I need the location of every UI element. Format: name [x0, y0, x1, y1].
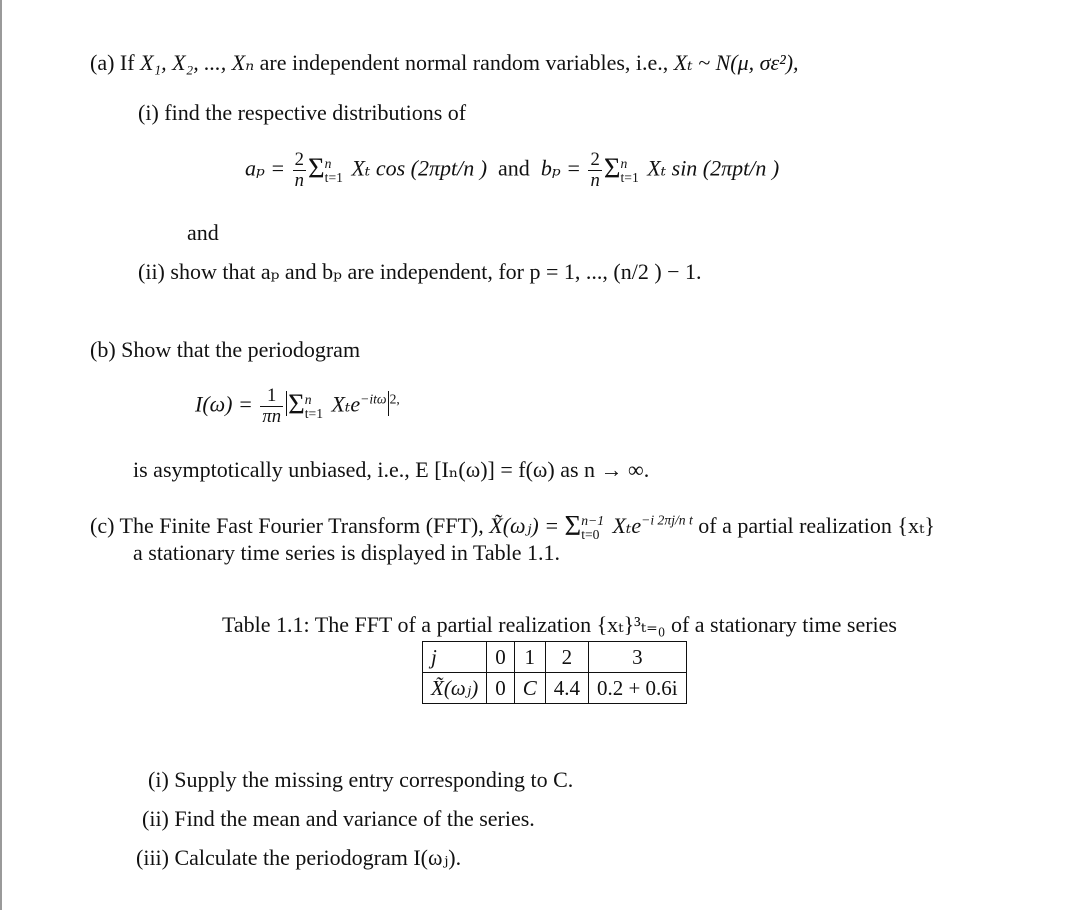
sigma-icon: Σ [288, 389, 305, 421]
periodogram-sum-upper: n [304, 391, 312, 407]
periodogram-fraction [260, 386, 283, 427]
part-b-conclusion: is asymptotically unbiased, i.e., E [Iₙ(ω)] = f(ω) as n → ∞. [133, 457, 650, 482]
question-ii: (ii) Find the mean and variance of the series. [142, 806, 535, 831]
formula-b-lhs: bₚ = [540, 155, 581, 181]
part-b-text: Show that the periodogram [121, 337, 361, 362]
fft-table [422, 641, 687, 704]
table-row-label-j: j [423, 642, 487, 673]
table-row [423, 642, 687, 673]
part-b-heading [90, 337, 360, 363]
formula-a-sum-upper: n [324, 155, 332, 171]
fft-lhs: X̃(ωⱼ) = [489, 513, 560, 538]
formula-b-fraction [588, 150, 601, 191]
part-a-i-label: (i) [138, 100, 159, 125]
periodogram-frac-num: 1 [267, 385, 277, 406]
table-cell-j0: 0 [487, 642, 515, 673]
formula-a-frac-den: n [294, 169, 304, 191]
part-a-vars: X₁, X₂, ..., Xₙ [140, 50, 255, 75]
part-c-line2: a stationary time series is displayed in Table 1.1. [133, 540, 560, 565]
part-b-formula [195, 386, 400, 427]
part-a-intro-rest: are independent normal random variables, i.e., [259, 50, 669, 75]
part-a-ii [138, 259, 702, 285]
table-row [423, 673, 687, 704]
table-cell-j1: 1 [514, 642, 545, 673]
fft-sum-upper: n−1 [581, 513, 605, 529]
fft-limits [581, 514, 604, 541]
part-a-intro: If [119, 50, 135, 75]
formula-b-limits [620, 157, 638, 184]
formula-a-lhs: aₚ = [245, 155, 286, 181]
part-a-and: and [187, 220, 219, 245]
formula-b-frac-num: 2 [590, 149, 600, 170]
question-i: (i) Supply the missing entry corresponding to C. [148, 767, 574, 792]
sigma-icon: Σ [564, 511, 582, 542]
table-cell-j2: 2 [545, 642, 588, 673]
part-a-ii-text: show that aₚ and bₚ are independent, for p = 1, ..., (n/2 ) − 1. [170, 259, 702, 284]
part-a-i-text: find the respective distributions of [164, 100, 467, 125]
part-c-text-start: The Finite Fast Fourier Transform (FFT), [119, 513, 484, 538]
fft-body: Xₜe [612, 513, 642, 538]
table-caption: Table 1.1: The FFT of a partial realization {xₜ}³ₜ₌₀ of a stationary time series [222, 612, 897, 637]
table-row-label-x: X̃(ωⱼ) [423, 673, 487, 704]
abs-bar-right [388, 391, 389, 415]
part-b-label: (b) [90, 337, 116, 362]
sigma-icon: Σ [603, 153, 621, 185]
periodogram-body: Xₜe [331, 391, 361, 417]
part-a-ii-label: (ii) [138, 259, 165, 284]
abs-bar-left [286, 391, 287, 415]
table-cell-j3: 3 [588, 642, 686, 673]
formula-a-limits [325, 157, 343, 184]
formula-and: and [498, 155, 530, 181]
part-c-text-end: of a partial realization {xₜ} [698, 513, 935, 538]
formula-b-sum-lower: t=1 [620, 169, 639, 185]
fft-sum-lower: t=0 [581, 526, 600, 542]
periodogram-tail: 2, [389, 391, 400, 407]
sigma-icon: Σ [308, 153, 325, 185]
formula-b-frac-den: n [590, 169, 600, 191]
table-cell-x1: C [514, 673, 545, 704]
part-c-label: (c) [90, 513, 115, 538]
periodogram-sum-lower: t=1 [304, 405, 324, 421]
formula-b-sum-upper: n [620, 155, 628, 171]
periodogram-frac-den: πn [262, 405, 282, 427]
periodogram-limits [305, 393, 323, 420]
part-a-i [138, 100, 466, 126]
part-a-label: (a) [90, 50, 115, 75]
table-cell-x0: 0 [487, 673, 515, 704]
question-iii: (iii) Calculate the periodogram I(ωⱼ). [136, 845, 462, 870]
periodogram-exponent: −itω [360, 391, 387, 407]
formula-a-rhs: Xₜ cos (2πpt/n ) [351, 155, 488, 181]
formula-a-fraction [293, 150, 306, 191]
table-cell-x3: 0.2 + 0.6i [588, 673, 686, 704]
part-a-heading [90, 50, 799, 76]
table-cell-x2: 4.4 [545, 673, 588, 704]
left-edge-divider [0, 0, 2, 910]
part-a-formula [245, 150, 779, 191]
formula-b-rhs: Xₜ sin (2πpt/n ) [647, 155, 780, 181]
fft-exponent: −i 2πj/n t [641, 512, 693, 528]
formula-a-frac-num: 2 [294, 149, 304, 170]
periodogram-lhs: I(ω) = [195, 391, 253, 417]
part-a-dist: Xₜ ~ N(μ, σε²), [673, 50, 799, 75]
formula-a-sum-lower: t=1 [324, 169, 343, 185]
